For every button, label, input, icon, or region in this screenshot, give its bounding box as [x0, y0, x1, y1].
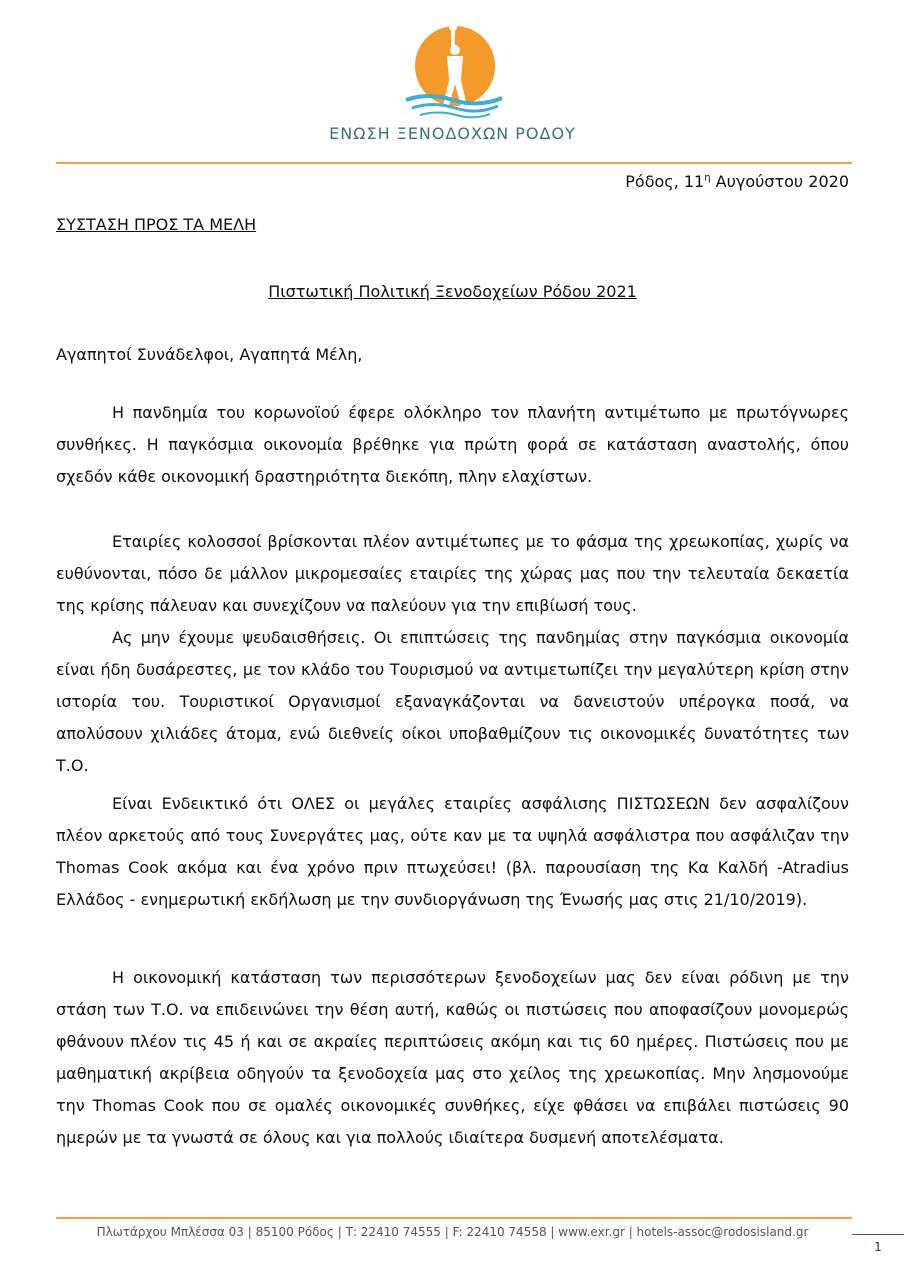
organization-name: ΕΝΩΣΗ ΞΕΝΟΔΟΧΩΝ ΡΟΔΟΥ — [329, 124, 576, 143]
date-suffix: Αυγούστου 2020 — [710, 172, 849, 191]
date-prefix: Ρόδος, 11 — [625, 172, 705, 191]
paragraph: Ας μην έχουμε ψευδαισθήσεις. Οι επιπτώσεις της πανδημίας στην παγκόσμια οικονομία είναι ήδη δυσάρεστες, με τον κλάδο του Τουρισμού να αντιμετωπίζει την μεγαλύτερη κρίση στην ιστορία του. Τουριστικοί Οργανισμοί εξαναγκάζονται να δανειστούν υπέρογκα ποσά, να απολύσουν χιλιάδες άτομα, ενώ διεθνείς οίκοι υποβαθμίζουν τις οικονομικές δυνατότητες των Τ.Ο. — [56, 628, 849, 775]
footer-divider — [56, 1217, 852, 1219]
logo — [0, 22, 905, 122]
paragraph: Η πανδημία του κορωνοϊού έφερε ολόκληρο τον πλανήτη αντιμέτωπο με πρωτόγνωρες συνθήκες. Η παγκόσμια οικονομία βρέθηκε για πρώτη φορά σε κατάσταση αναστολής, όπου σχεδόν κάθε οικονομική δραστηριότητα διεκόπη, πλην ελαχίστων. — [56, 403, 849, 486]
colossus-sun-waves-icon — [398, 22, 508, 122]
header-divider — [56, 162, 852, 164]
document-heading: ΣΥΣΤΑΣΗ ΠΡΟΣ ΤΑ ΜΕΛΗ — [56, 215, 257, 234]
page-number-line — [852, 1234, 904, 1235]
greeting: Αγαπητοί Συνάδελφοι, Αγαπητά Μέλη, — [56, 345, 363, 364]
paragraph: Η οικονομική κατάσταση των περισσότερων ξενοδοχείων μας δεν είναι ρόδινη με την στάση των Τ.Ο. να επιδεινώνει την θέση αυτή, καθώς οι πιστώσεις που αποφασίζουν μονομερώς φθάνουν πλέον τις 45 ή και σε ακραίες περιπτώσεις ακόμη και τις 60 ημέρες. Πιστώσεις που με μαθηματική ακρίβεια οδηγούν τα ξενοδοχεία μας στο χείλος της χρεωκοπίας. Μην λησμονούμε την Thomas Cook που σε ομαλές οικονομικές συνθήκες, είχε φθάσει να επιβάλει πιστώσεις 90 ημερών με τα γνωστά σε όλους και για πολλούς ιδιαίτερα δυσμενή αποτελέσματα. — [56, 968, 849, 1147]
date-superscript: η — [704, 172, 711, 184]
document-subtitle: Πιστωτική Πολιτική Ξενοδοχείων Ρόδου 2021 — [268, 282, 637, 301]
paragraph: Εταιρίες κολοσσοί βρίσκονται πλέον αντιμέτωπες με το φάσμα της χρεωκοπίας, χωρίς να ευθύνονται, πόσο δε μάλλον μικρομεσαίες εταιρίες της χώρας μας που την τελευταία δεκαετία της κρίσης πάλευαν και συνεχίζουν να παλεύουν για την επιβίωσή τους. — [56, 532, 849, 615]
paragraph: Είναι Ενδεικτικό ότι ΟΛΕΣ οι μεγάλες εταιρίες ασφάλισης ΠΙΣΤΩΣΕΩΝ δεν ασφαλίζουν πλέον αρκετούς από τους Συνεργάτες μας, ούτε καν με τα υψηλά ασφάλιστρα που ασφάλιζαν την Thomas Cook ακόμα και ένα χρόνο πριν πτωχεύσει! (βλ. παρουσίαση της Κα Καλδή -Atradius Ελλάδος - ενημερωτική εκδήλωση με την συνδιοργάνωση της Ένωσής μας στις 21/10/2019). — [56, 794, 849, 909]
footer-contact: Πλωτάρχου Μπλέσσα 03 | 85100 Ρόδος | Τ: 22410 74555 | F: 22410 74558 | www.exr.gr | hotels-assoc@rodosisland.gr — [96, 1225, 809, 1239]
page-number: 1 — [874, 1240, 882, 1254]
document-date — [625, 172, 849, 191]
